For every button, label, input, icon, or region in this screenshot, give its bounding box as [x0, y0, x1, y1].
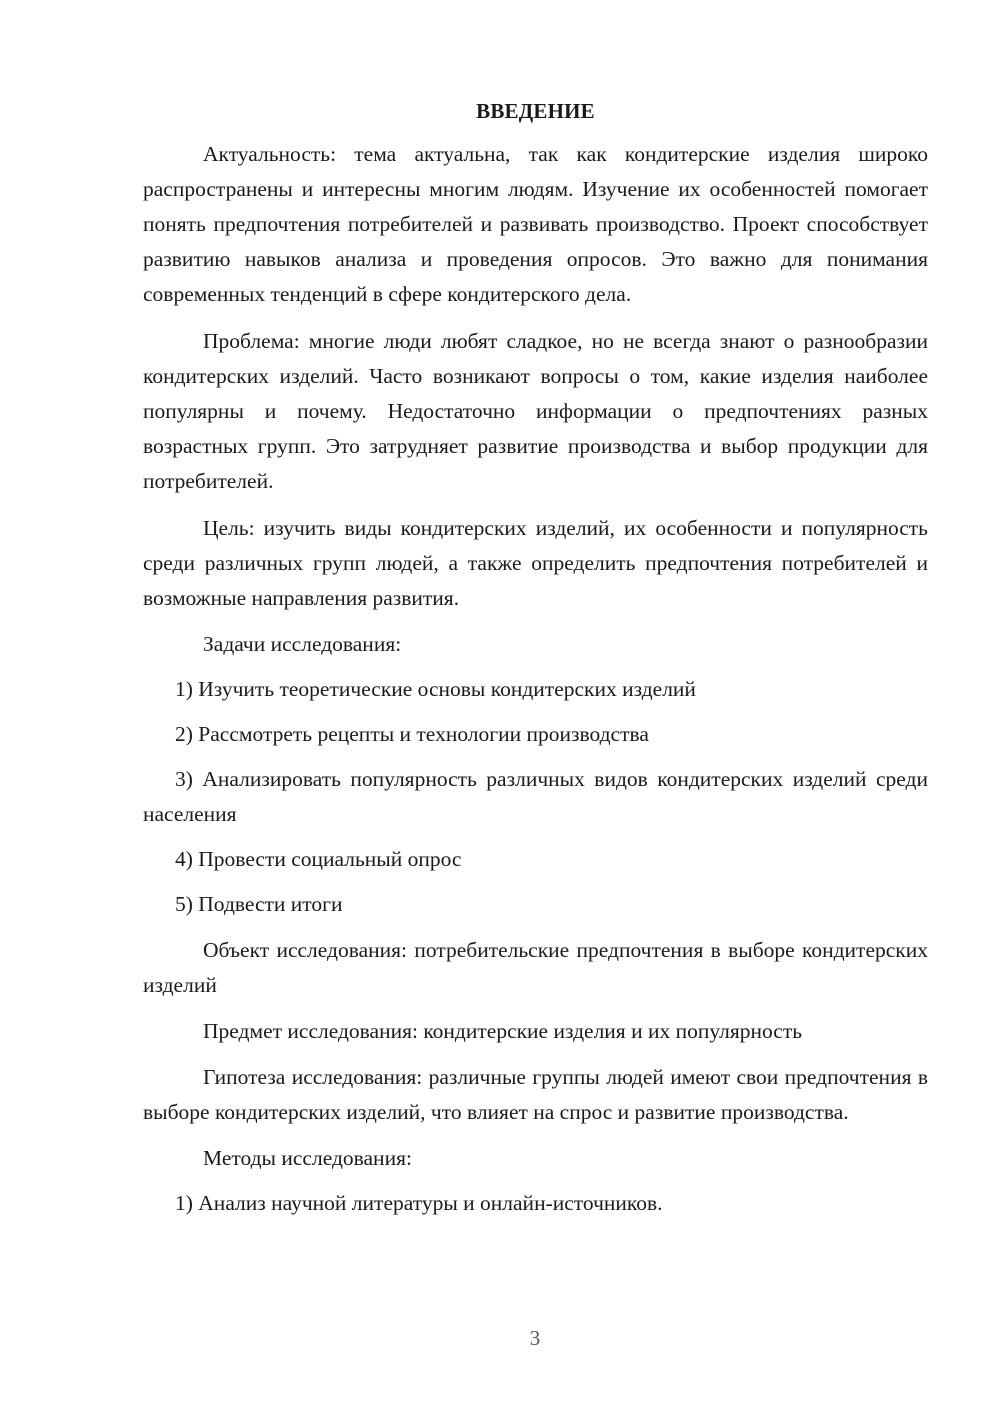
goal-paragraph: Цель: изучить виды кондитерских изделий, их особенности и популярность среди различных групп людей, а также определить предпочтения потребителей и возможные направления развития. [143, 516, 928, 610]
task-item: 5) Подвести итоги [175, 892, 343, 916]
page-body [143, 96, 928, 1221]
hypothesis-paragraph: Гипотеза исследования: различные группы людей имеют свои предпочтения в выборе кондитерских изделий, что влияет на спрос и развитие производства. [143, 1065, 928, 1124]
problem-paragraph: Проблема: многие люди любят сладкое, но не всегда знают о разнообразии кондитерских изделий. Часто возникают вопросы о том, какие изделия наиболее популярны и почему. Недостаточно информации о предпочтениях разных возрастных групп. Это затрудняет развитие производства и выбор продукции для потребителей. [143, 329, 928, 493]
page-title: ВВЕДЕНИЕ [476, 99, 595, 123]
tasks-heading: Задачи исследования: [203, 632, 402, 656]
subject-paragraph: Предмет исследования: кондитерские изделия и их популярность [203, 1019, 803, 1043]
task-item: 2) Рассмотреть рецепты и технологии производства [175, 722, 649, 746]
page-number: 3 [529, 1326, 541, 1350]
task-item: 1) Изучить теоретические основы кондитерских изделий [175, 677, 696, 701]
relevance-paragraph: Актуальность: тема актуальна, так как кондитерские изделия широко распространены и интересны многим людям. Изучение их особенностей помогает понять предпочтения потребителей и развивать производство. Проект способствует развитию навыков анализа и проведения опросов. Это важно для понимания современных тенденций в сфере кондитерского дела. [143, 142, 928, 306]
method-item: 1) Анализ научной литературы и онлайн-источников. [175, 1191, 663, 1215]
object-paragraph: Объект исследования: потребительские предпочтения в выборе кондитерских изделий [143, 938, 928, 997]
task-item: 3) Анализировать популярность различных видов кондитерских изделий среди населения [143, 767, 928, 826]
task-item: 4) Провести социальный опрос [175, 847, 462, 871]
methods-heading: Методы исследования: [203, 1146, 412, 1170]
